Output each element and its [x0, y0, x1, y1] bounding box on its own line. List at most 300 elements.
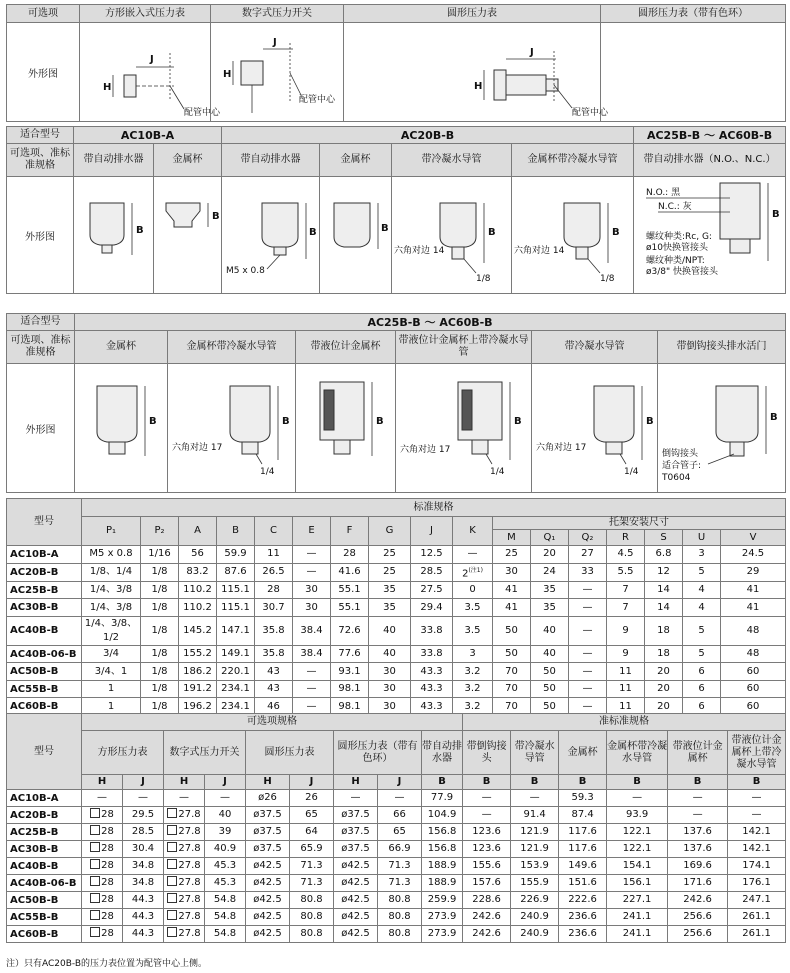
option-cell: 28 — [82, 926, 123, 943]
barb-drain-drawing — [658, 364, 786, 493]
spec-cell: 38.4 — [293, 616, 331, 645]
option-cell: 40 — [205, 807, 246, 824]
option-cell: ø37.5 — [334, 841, 378, 858]
svg-text:N.C.: 灰: N.C.: 灰 — [658, 202, 692, 212]
option-cell: ø26 — [246, 790, 290, 807]
option-row — [7, 926, 786, 943]
option-cell: 27.8 — [164, 824, 205, 841]
svg-text:B: B — [381, 223, 389, 234]
svg-text:B: B — [612, 227, 620, 238]
h-k: K — [453, 517, 493, 546]
option-cell: — — [668, 790, 728, 807]
square-icon — [90, 876, 100, 886]
option-cell: 39 — [205, 824, 246, 841]
level-gauge-drawing — [296, 364, 396, 493]
spec-cell: 14 — [645, 599, 683, 617]
spec-cell: — — [293, 680, 331, 698]
col-level-gauge: 带液位计金属杯 — [296, 331, 396, 364]
option-cell: 240.9 — [511, 926, 559, 943]
model-cell: AC10B-A — [7, 790, 82, 807]
spec-cell: — — [293, 563, 331, 581]
option-cell: — — [668, 807, 728, 824]
opt-sub-header: H — [82, 775, 123, 790]
spec-cell: 29.4 — [411, 599, 453, 617]
col-square-gauge: 方形嵌入式压力表 — [80, 5, 211, 23]
spec-cell: 27 — [569, 546, 607, 564]
option-cell: 26 — [290, 790, 334, 807]
h-bracket-12: Q₂ — [569, 530, 607, 546]
option-cell: 156.8 — [422, 824, 463, 841]
option-label: 可选项 — [7, 5, 80, 23]
spec-cell: 40 — [369, 616, 411, 645]
svg-text:1/8: 1/8 — [600, 274, 615, 284]
option-spec-table — [6, 713, 786, 943]
option-cell: 28 — [82, 875, 123, 892]
option-cell: 259.9 — [422, 892, 463, 909]
option-cell: ø42.5 — [246, 909, 290, 926]
square-icon — [90, 893, 100, 903]
svg-text:H: H — [474, 81, 483, 92]
option-cell: 123.6 — [463, 824, 511, 841]
square-icon — [90, 910, 100, 920]
spec-cell: 33.8 — [411, 616, 453, 645]
option-cell: 122.1 — [607, 824, 668, 841]
round-gauge-drawing — [344, 23, 609, 122]
spec-cell: 4.5 — [607, 546, 645, 564]
spec-cell: 77.6 — [331, 645, 369, 663]
h-j: J — [411, 517, 453, 546]
model-cell: AC40B-06-B — [7, 875, 82, 892]
svg-text:J: J — [530, 47, 534, 58]
spec-cell: 3.2 — [453, 698, 493, 716]
option-cell: 59.3 — [559, 790, 607, 807]
spec-cell: 3 — [683, 546, 721, 564]
option-cell: — — [463, 807, 511, 824]
option-cell: 66.9 — [378, 841, 422, 858]
option-cell: ø42.5 — [334, 892, 378, 909]
model-cell: AC25B-B — [7, 824, 82, 841]
spec-cell: 7 — [607, 599, 645, 617]
spec-cell: 6.8 — [645, 546, 683, 564]
pipe-center-label: 配管中心 — [184, 108, 221, 118]
spec-cell: $2^{(注1)}$ — [453, 563, 493, 581]
option-cell: 241.1 — [607, 926, 668, 943]
spec-cell: 30 — [493, 563, 531, 581]
spec-cell: 1/8 — [141, 599, 179, 617]
option-cell: 80.8 — [290, 909, 334, 926]
option-cell: 261.1 — [728, 909, 786, 926]
option-cell: 54.8 — [205, 909, 246, 926]
square-icon — [167, 893, 177, 903]
spec-cell: 7 — [607, 581, 645, 599]
square-icon — [167, 825, 177, 835]
option-cell: 77.9 — [422, 790, 463, 807]
spec-cell: 40 — [369, 645, 411, 663]
spec-cell: 6 — [683, 698, 721, 716]
h-bracket-15: U — [683, 530, 721, 546]
square-gauge-shape — [124, 75, 136, 97]
ac10-auto-drain-drawing — [74, 177, 154, 294]
square-icon — [167, 859, 177, 869]
opt-sub-header: J — [123, 775, 164, 790]
h-p2: P₂ — [141, 517, 179, 546]
spec-cell: — — [569, 645, 607, 663]
spec-cell: 110.2 — [179, 581, 217, 599]
spec-cell: 149.1 — [217, 645, 255, 663]
spec-cell: 72.6 — [331, 616, 369, 645]
spec-cell: 4 — [683, 599, 721, 617]
option-cell: 247.1 — [728, 892, 786, 909]
option-cell: 71.3 — [378, 858, 422, 875]
spec-cell: 46 — [255, 698, 293, 716]
option-cell: 27.8 — [164, 807, 205, 824]
spec-cell: 24 — [531, 563, 569, 581]
opt-sub-header: B — [511, 775, 559, 790]
spec-row — [7, 680, 786, 698]
spec-cell: 41 — [493, 599, 531, 617]
col-metal-bowl-2: 金属杯 — [320, 144, 392, 177]
spec-cell: 28 — [331, 546, 369, 564]
spec-cell: 18 — [645, 616, 683, 645]
spec-cell: 25 — [493, 546, 531, 564]
model-cell: AC20B-B — [7, 563, 82, 581]
h-bracket-16: V — [721, 530, 786, 546]
spec-cell: 40 — [531, 645, 569, 663]
option-row — [7, 824, 786, 841]
option-cell: 45.3 — [205, 875, 246, 892]
opt-sub-header: H — [334, 775, 378, 790]
opt-group-header: 圆形压力表（带有色环） — [334, 731, 422, 775]
spec-cell: 28 — [255, 581, 293, 599]
spec-cell: 0 — [453, 581, 493, 599]
ac20-auto-drain-drawing — [222, 177, 320, 294]
option-cell: 121.9 — [511, 841, 559, 858]
spec-cell: 43.3 — [411, 663, 453, 681]
svg-text:ø3/8" 快换管接头: ø3/8" 快换管接头 — [646, 267, 719, 277]
spec-row — [7, 645, 786, 663]
spec-cell: 1/8 — [141, 645, 179, 663]
option-cell: ø42.5 — [334, 875, 378, 892]
option-cell: 242.6 — [668, 892, 728, 909]
spec-cell: 38.4 — [293, 645, 331, 663]
ac20-metal-drain-guide-drawing — [512, 177, 634, 294]
opt-group-header: 带液位计金属杯 — [668, 731, 728, 775]
h-bracket-11: Q₁ — [531, 530, 569, 546]
spec-cell: 30 — [369, 680, 411, 698]
spec-cell: 12 — [645, 563, 683, 581]
spec-cell: 3 — [453, 645, 493, 663]
spec-cell: 155.2 — [179, 645, 217, 663]
option-cell: ø42.5 — [246, 892, 290, 909]
option-cell: 256.6 — [668, 909, 728, 926]
spec-cell: 27.5 — [411, 581, 453, 599]
option-cell: 28 — [82, 858, 123, 875]
option-cell: 142.1 — [728, 841, 786, 858]
spec-cell: 9 — [607, 645, 645, 663]
ac25-options-table — [6, 313, 786, 493]
svg-text:B: B — [149, 416, 157, 427]
spec-cell: 41 — [721, 599, 786, 617]
opt-sub-header: J — [205, 775, 246, 790]
spec-cell: 93.1 — [331, 663, 369, 681]
svg-text:1/4: 1/4 — [260, 467, 275, 477]
svg-text:B: B — [212, 211, 220, 222]
spec-cell: 186.2 — [179, 663, 217, 681]
spec-cell: 20 — [531, 546, 569, 564]
spec-cell: 30 — [369, 698, 411, 716]
option-row — [7, 841, 786, 858]
h-bracket-14: S — [645, 530, 683, 546]
option-cell: 227.1 — [607, 892, 668, 909]
outline-label: 外形图 — [7, 23, 80, 122]
digital-switch-drawing — [211, 23, 344, 122]
h-b: B — [217, 517, 255, 546]
square-gauge-drawing — [80, 23, 221, 122]
spec-cell: 1/8 — [141, 698, 179, 716]
col-metal-bowl: 金属杯 — [75, 331, 168, 364]
spec-cell: 35 — [369, 581, 411, 599]
spec-cell: 50 — [531, 680, 569, 698]
option-cell: 228.6 — [463, 892, 511, 909]
footnote: 注）只有AC20B-B的压力表位置为配管中心上侧。 — [6, 959, 208, 969]
opt-std-label: 可选项、准标准规格 — [7, 144, 74, 177]
opt-sub-header: H — [246, 775, 290, 790]
spec-row — [7, 563, 786, 581]
h-bracket-13: R — [607, 530, 645, 546]
spec-cell: 25 — [369, 546, 411, 564]
option-cell: 149.6 — [559, 858, 607, 875]
option-cell: 65 — [290, 807, 334, 824]
opt-sub-header: B — [422, 775, 463, 790]
spec-cell: 28.5 — [411, 563, 453, 581]
option-cell: ø37.5 — [334, 824, 378, 841]
spec-row — [7, 663, 786, 681]
note-marker: (注1) — [468, 566, 483, 574]
digital-switch-shape — [241, 61, 263, 85]
spec-cell: 3/4 — [82, 645, 141, 663]
square-icon — [167, 876, 177, 886]
opt-group-header: 带液位计金属杯上带冷凝水导管 — [728, 731, 786, 775]
model-cell: AC40B-B — [7, 858, 82, 875]
option-cell: 27.8 — [164, 926, 205, 943]
option-cell: — — [164, 790, 205, 807]
svg-text:N.O.: 黑: N.O.: 黑 — [646, 188, 681, 198]
spec-cell: 26.5 — [255, 563, 293, 581]
spec-cell: — — [569, 599, 607, 617]
option-cell: ø42.5 — [334, 909, 378, 926]
svg-text:六角对边 14: 六角对边 14 — [514, 246, 565, 256]
spec-cell: 1/4、3/8 — [82, 581, 141, 599]
opt-sub-header: B — [668, 775, 728, 790]
option-cell: ø42.5 — [246, 858, 290, 875]
svg-text:B: B — [376, 416, 384, 427]
option-cell: 87.4 — [559, 807, 607, 824]
spec-cell: 60 — [721, 663, 786, 681]
option-cell: 80.8 — [290, 926, 334, 943]
option-cell: 236.6 — [559, 926, 607, 943]
option-cell: — — [463, 790, 511, 807]
spec-cell: 1/8 — [141, 680, 179, 698]
spec-cell: 1/16 — [141, 546, 179, 564]
opt-sub-header: B — [607, 775, 668, 790]
option-cell: 27.8 — [164, 858, 205, 875]
spec-cell: 60 — [721, 680, 786, 698]
option-cell: 188.9 — [422, 858, 463, 875]
opt-group-header: 金属杯 — [559, 731, 607, 775]
spec-cell: 24.5 — [721, 546, 786, 564]
option-cell: 176.1 — [728, 875, 786, 892]
spec-cell: 1/4、3/8、1/2 — [82, 616, 141, 645]
col-level-gauge-drain: 带液位计金属杯上带冷凝水导管 — [396, 331, 532, 364]
spec-cell: 3.5 — [453, 616, 493, 645]
spec-cell: — — [293, 663, 331, 681]
spec-cell: 70 — [493, 680, 531, 698]
spec-cell: 87.6 — [217, 563, 255, 581]
spec-row — [7, 599, 786, 617]
option-row — [7, 875, 786, 892]
spec-cell: 35 — [369, 599, 411, 617]
spec-cell: — — [569, 663, 607, 681]
j-label: J — [150, 54, 154, 65]
square-icon — [90, 825, 100, 835]
spec-cell: 25 — [369, 563, 411, 581]
spec-cell: 3.2 — [453, 680, 493, 698]
opt-std-label: 可选项、准标准规格 — [7, 331, 75, 364]
standard-spec-table — [6, 498, 786, 716]
option-cell: — — [205, 790, 246, 807]
spec-cell: 40 — [531, 616, 569, 645]
option-cell: 156.8 — [422, 841, 463, 858]
option-cell: 171.6 — [668, 875, 728, 892]
option-cell: 273.9 — [422, 926, 463, 943]
model-cell: AC40B-06-B — [7, 645, 82, 663]
spec-cell: 56 — [179, 546, 217, 564]
spec-cell: 43.3 — [411, 680, 453, 698]
svg-text:1/4: 1/4 — [490, 467, 505, 477]
spec-cell: 30 — [293, 581, 331, 599]
spec-cell: 55.1 — [331, 581, 369, 599]
spec-cell: 1/8、1/4 — [82, 563, 141, 581]
spec-cell: 12.5 — [411, 546, 453, 564]
ac25-auto-drain-drawing — [634, 177, 786, 294]
option-cell: 71.3 — [290, 858, 334, 875]
option-cell: 27.8 — [164, 875, 205, 892]
svg-text:J: J — [273, 37, 277, 48]
spec-cell: 11 — [255, 546, 293, 564]
spec-cell: 3/4、1 — [82, 663, 141, 681]
col-barb-drain: 带倒钩接头排水活门 — [658, 331, 786, 364]
outline-label: 外形图 — [7, 364, 75, 493]
h-c: C — [255, 517, 293, 546]
option-cell: 27.8 — [164, 909, 205, 926]
option-cell: 28 — [82, 909, 123, 926]
square-icon — [90, 927, 100, 937]
opt-sub-header: B — [463, 775, 511, 790]
spec-cell: 98.1 — [331, 680, 369, 698]
h-a: A — [179, 517, 217, 546]
spec-cell: 4 — [683, 581, 721, 599]
option-cell: 44.3 — [123, 909, 164, 926]
opt-group-header: 带倒钩接头 — [463, 731, 511, 775]
option-row — [7, 807, 786, 824]
svg-text:六角对边 17: 六角对边 17 — [536, 443, 587, 453]
opt-group-header: 数字式压力开关 — [164, 731, 246, 775]
fit-model-label: 适合型号 — [7, 127, 74, 144]
option-cell: 27.8 — [164, 841, 205, 858]
group-ac10b: AC10B-A — [74, 127, 222, 144]
opt-sub-header: B — [728, 775, 786, 790]
svg-text:B: B — [488, 227, 496, 238]
option-cell: 71.3 — [378, 875, 422, 892]
spec-cell: 18 — [645, 645, 683, 663]
spec-cell: 41.6 — [331, 563, 369, 581]
spec-cell: 1/8 — [141, 616, 179, 645]
option-cell: 242.6 — [463, 909, 511, 926]
option-cell: 65 — [378, 824, 422, 841]
spec-cell: 115.1 — [217, 581, 255, 599]
col-metal-drain-guide: 金属杯带冷凝水导管 — [168, 331, 296, 364]
option-cell: 28 — [82, 841, 123, 858]
std-spec-header: 标准规格 — [82, 499, 786, 517]
option-cell: ø37.5 — [246, 841, 290, 858]
model-cell: AC20B-B — [7, 807, 82, 824]
opt-group-header: 带自动排水器 — [422, 731, 463, 775]
spec-cell: 196.2 — [179, 698, 217, 716]
round-gauge-shape — [494, 70, 506, 100]
m5-label: M5 x 0.8 — [226, 266, 265, 276]
option-cell: 169.6 — [668, 858, 728, 875]
option-cell: 80.8 — [378, 909, 422, 926]
spec-cell: 33 — [569, 563, 607, 581]
col-round-gauge-color: 圆形压力表（带有色环） — [601, 5, 786, 23]
option-cell: ø42.5 — [334, 858, 378, 875]
col-auto-drain-nonc: 带自动排水器（N.O.、N.C.） — [634, 144, 786, 177]
spec-cell: — — [569, 581, 607, 599]
spec-cell: 110.2 — [179, 599, 217, 617]
col-digital-switch: 数字式压力开关 — [211, 5, 344, 23]
option-cell: 54.8 — [205, 892, 246, 909]
square-icon — [167, 910, 177, 920]
spec-cell: 115.1 — [217, 599, 255, 617]
spec-cell: 20 — [645, 663, 683, 681]
ac20-metal-bowl-drawing — [320, 177, 392, 294]
h-f: F — [331, 517, 369, 546]
option-cell: 34.8 — [123, 858, 164, 875]
svg-text:1/4: 1/4 — [624, 467, 639, 477]
bracket-header: 托架安装尺寸 — [493, 517, 786, 530]
option-row — [7, 909, 786, 926]
group-ac25-60: AC25B-B ～ AC60B-B — [75, 314, 786, 331]
option-cell: 121.9 — [511, 824, 559, 841]
model-cell: AC50B-B — [7, 892, 82, 909]
model-cell: AC10B-A — [7, 546, 82, 564]
option-cell: 137.6 — [668, 824, 728, 841]
level-gauge-drain-drawing — [396, 364, 532, 493]
spec-cell: 50 — [531, 663, 569, 681]
spec-cell: 43 — [255, 680, 293, 698]
spec-cell: 234.1 — [217, 680, 255, 698]
col-round-gauge: 圆形压力表 — [344, 5, 601, 23]
spec-cell: — — [293, 546, 331, 564]
svg-text:H: H — [223, 69, 232, 80]
spec-cell: 191.2 — [179, 680, 217, 698]
svg-text:B: B — [772, 209, 780, 220]
option-cell: 137.6 — [668, 841, 728, 858]
svg-text:B: B — [646, 416, 654, 427]
col-auto-drain: 带自动排水器 — [74, 144, 154, 177]
model-header: 型号 — [7, 714, 82, 790]
option-cell: 28.5 — [123, 824, 164, 841]
